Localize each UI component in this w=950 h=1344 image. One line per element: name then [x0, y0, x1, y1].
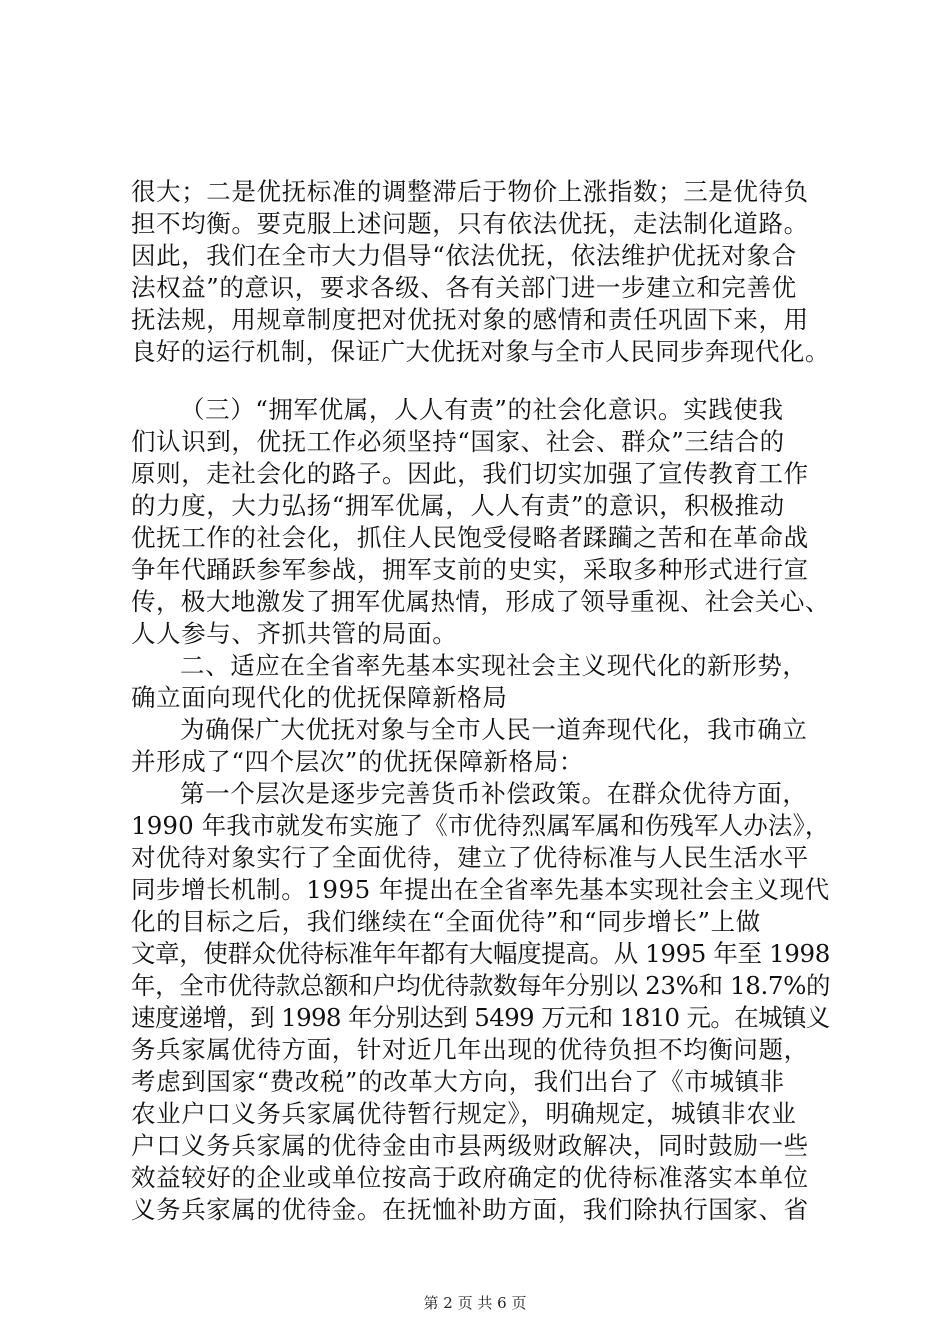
text-line: 们认识到，优抚工作必须坚持“国家、社会、群众”三结合的: [131, 427, 785, 456]
text-line: 为确保广大优抚对象与全市人民一道奔现代化，我市确立: [180, 715, 808, 744]
text-line: 效益较好的企业或单位按高于政府确定的优待标准落实本单位: [131, 1163, 809, 1192]
text-line: 考虑到国家“费改税”的改革大方向，我们出台了《市城镇非: [131, 1067, 785, 1096]
section-heading: 二、适应在全省率先基本实现社会主义现代化的新形势，: [180, 651, 808, 680]
text-line: 化的目标之后，我们继续在“全面优待”和“同步增长”上做: [131, 907, 761, 936]
text-line: 传，极大地激发了拥军优属热情，形成了领导重视、社会关心、: [131, 587, 830, 616]
text-line: 原则，走社会化的路子。因此，我们切实加强了宣传教育工作: [131, 459, 809, 488]
text-line: 第一个层次是逐步完善货币补偿政策。在群众优待方面，: [180, 779, 808, 808]
text-line: 年，全市优待款总额和户均优待款数每年分别以 23%和 18.7%的: [131, 971, 831, 1000]
text-line: 户口义务兵家属的优待金由市县两级财政解决，同时鼓励一些: [131, 1131, 809, 1160]
text-line: 法权益”的意识，要求各级、各有关部门进一步建立和完善优: [131, 273, 797, 302]
text-line: 速度递增，到 1998 年分别达到 5499 万元和 1810 元。在城镇义: [131, 1003, 830, 1032]
section-heading: 确立面向现代化的优抚保障新格局: [131, 683, 508, 712]
text-line: 的力度，大力弘扬“拥军优属，人人有责”的意识，积极推动: [131, 491, 785, 520]
text-line: （三）“拥军优属，人人有责”的社会化意识。实践使我: [180, 395, 784, 424]
text-line: 担不均衡。要克服上述问题，只有依法优抚，走法制化道路。: [131, 209, 809, 238]
text-line: 抚法规，用规章制度把对优抚对象的感情和责任巩固下来，用: [131, 305, 809, 334]
text-line: 因此，我们在全市大力倡导“依法优抚，依法维护优抚对象合: [131, 241, 797, 270]
text-line: 对优待对象实行了全面优待，建立了优待标准与人民生活水平: [131, 843, 809, 872]
page-number-footer: 第 2 页 共 6 页: [423, 1294, 527, 1312]
text-line: 农业户口义务兵家属优待暂行规定》，明确规定，城镇非农业: [131, 1099, 797, 1128]
text-line: 同步增长机制。1995 年提出在全省率先基本实现社会主义现代: [131, 875, 830, 904]
text-line: 人人参与、齐抓共管的局面。: [131, 619, 458, 648]
text-line: 优抚工作的社会化，抓住人民饱受侵略者蹂躏之苦和在革命战: [131, 523, 809, 552]
text-line: 很大；二是优抚标准的调整滞后于物价上涨指数；三是优待负: [131, 177, 809, 206]
text-line: 文章，使群众优待标准年年都有大幅度提高。从 1995 年至 1998: [131, 939, 830, 968]
text-line: 良好的运行机制，保证广大优抚对象与全市人民同步奔现代化。: [131, 337, 830, 366]
text-line: 争年代踊跃参军参战，拥军支前的史实，采取多种形式进行宣: [131, 555, 809, 584]
text-line: 并形成了“四个层次”的优抚保障新格局：: [131, 747, 584, 776]
text-line: 务兵家属优待方面，针对近几年出现的优待负担不均衡问题，: [131, 1035, 809, 1064]
text-line: 义务兵家属的优待金。在抚恤补助方面，我们除执行国家、省: [131, 1195, 809, 1224]
text-line: 1990 年我市就发布实施了《市优待烈属军属和伤残军人办法》，: [131, 811, 830, 840]
